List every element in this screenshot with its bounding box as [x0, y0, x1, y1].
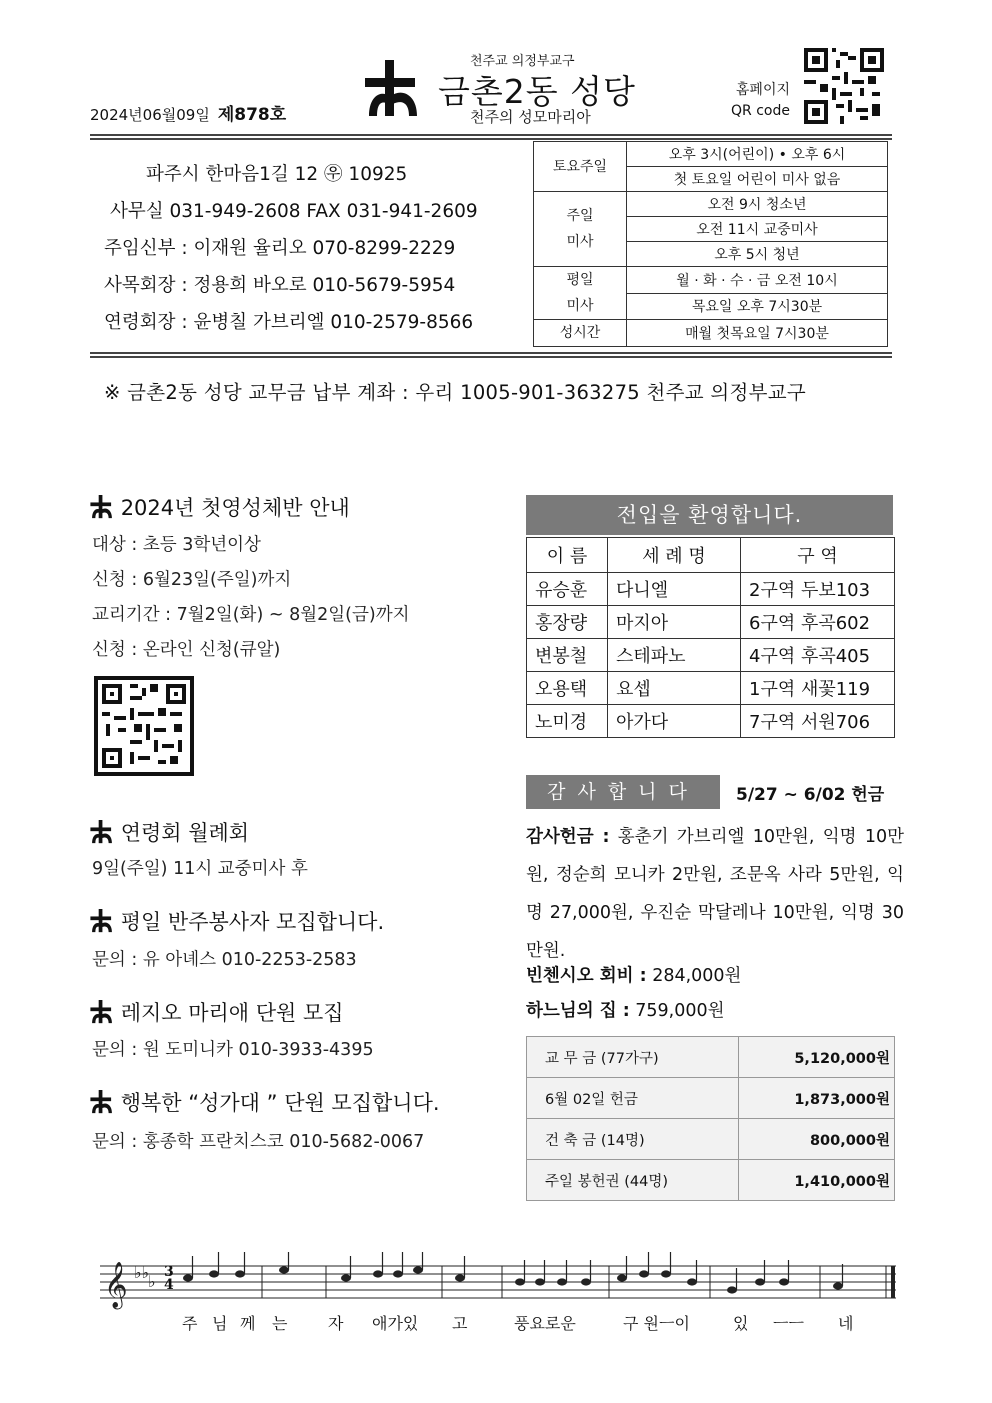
note-head: [515, 1278, 525, 1285]
note-head: [661, 1270, 671, 1277]
weekday-label-2: 미사: [566, 298, 594, 314]
note-head: [235, 1270, 245, 1277]
baptism-name: 마지아: [608, 606, 741, 639]
mass-schedule-table: [533, 141, 888, 347]
note-head: [727, 1286, 737, 1293]
note-head: [413, 1266, 423, 1273]
table-row: [527, 1160, 895, 1201]
note-head: [183, 1274, 193, 1281]
note-head: [535, 1278, 545, 1285]
col-name-header: 이 름: [527, 538, 608, 573]
district: 1구역 새꽃119: [741, 672, 895, 705]
finance-value: 800,000원: [739, 1119, 895, 1160]
issue-date: [90, 100, 286, 125]
table-row: [527, 1037, 895, 1078]
donation-text: 홍춘기 가브리엘 10만원, 익명 10만원, 정순희 모니카 2만원, 조문옥 사라 5만원, 익명 27,000원, 우진순 막달레나 10만원, 익명 30만원.: [526, 827, 904, 961]
cross-bullet-icon: [90, 1000, 114, 1024]
note-head: [373, 1270, 383, 1277]
holy-hour-label: 성시간: [534, 320, 627, 347]
saturday-label: 토요주일: [534, 142, 627, 192]
first-communion-target: 대상 : 초등 3학년이상: [92, 535, 261, 555]
welcome-header-row: [527, 538, 895, 573]
welcome-table: [526, 537, 895, 738]
note-head: [687, 1278, 697, 1285]
contact-divider: [90, 352, 892, 358]
parish-address: 파주시 한마음1길 12 ㉾ 10925: [146, 164, 408, 185]
table-row: [527, 1078, 895, 1119]
first-communion-title: 2024년 첫영성체반 안내: [120, 496, 350, 520]
first-communion-apply-date: 신청 : 6월23일(주일)까지: [92, 570, 292, 590]
note-head: [755, 1278, 765, 1285]
priest-contact: 주임신부 : 이재원 율리오 070-8299-2229: [104, 238, 456, 259]
first-communion-catechism: 교리기간 : 7월2일(화) ~ 8월2일(금)까지: [92, 605, 410, 625]
lyric-syllable: 자: [328, 1314, 344, 1333]
lyric-syllable: 네: [838, 1314, 854, 1333]
col-baptism-header: 세 례 명: [608, 538, 741, 573]
thanks-heading: 감사합니다: [526, 775, 720, 809]
vincent-dues: [526, 962, 741, 987]
pastoral-president-contact: 사목회장 : 정용희 바오로 010-5679-5954: [104, 275, 456, 296]
member-name: 노미경: [527, 705, 608, 738]
saturday-time-1: 오후 3시(어린이) • 오후 6시: [627, 142, 888, 167]
finance-label: 교 무 금 (77가구): [527, 1037, 739, 1078]
district: 7구역 서원706: [741, 705, 895, 738]
table-row: [527, 606, 895, 639]
first-communion-qr-code[interactable]: [94, 676, 194, 780]
member-name: 오용택: [527, 672, 608, 705]
hymn-time-signature: 3 4: [164, 1264, 174, 1293]
weekday-time-2: 목요일 오후 7시30분: [627, 293, 888, 320]
homepage-qr-label: [728, 80, 790, 122]
saturday-time-2: 첫 토요일 어린이 미사 없음: [627, 167, 888, 192]
svg-text:♭♭: ♭♭: [134, 1263, 150, 1282]
note-head: [581, 1278, 591, 1285]
svg-text:♭: ♭: [148, 1272, 156, 1291]
sunday-label-2: 미사: [566, 234, 594, 250]
note-head: [833, 1282, 843, 1289]
thanks-period: 5/27 ~ 6/02 헌금: [736, 785, 885, 805]
lyric-syllable: 님: [212, 1314, 228, 1333]
table-row: [527, 639, 895, 672]
house-value: 759,000원: [629, 1001, 725, 1021]
accompanist-title-row: [90, 906, 384, 936]
cross-bullet-icon: [90, 820, 114, 844]
hymn-staff: [96, 1252, 906, 1314]
elder-meeting-title-row: [90, 817, 249, 847]
baptism-name: 요셉: [608, 672, 741, 705]
lyric-syllable: 구 원ㅡ이: [623, 1314, 690, 1333]
table-row: [527, 672, 895, 705]
finance-label: 건 축 금 (14명): [527, 1119, 739, 1160]
holy-hour-time: 매월 첫목요일 7시30분: [627, 320, 888, 347]
finance-label: 주일 봉헌권 (44명): [527, 1160, 739, 1201]
welcome-heading: 전입을 환영합니다.: [526, 495, 893, 535]
sunday-time-3: 오후 5시 청년: [627, 242, 888, 267]
table-row: [527, 705, 895, 738]
accompanist-contact: 문의 : 유 아녜스 010-2253-2583: [92, 950, 357, 970]
sunday-label: [534, 192, 627, 267]
parish-logo: [365, 60, 421, 122]
patron-saint: 천주의 성모마리아: [470, 108, 591, 126]
thanks-donations: [526, 818, 904, 970]
elder-president-contact: 연령회장 : 윤병칠 가브리엘 010-2579-8566: [104, 312, 474, 333]
header-divider: [90, 134, 892, 140]
member-name: 홍장량: [527, 606, 608, 639]
lyric-syllable: 있: [733, 1314, 749, 1333]
note-head: [779, 1278, 789, 1285]
vincent-value: 284,000원: [646, 966, 742, 986]
accompanist-title: 평일 반주봉사자 모집합니다.: [120, 910, 385, 934]
date-text: 2024년06월09일: [90, 106, 210, 124]
finance-value: 1,873,000원: [739, 1078, 895, 1119]
note-head: [639, 1270, 649, 1277]
vincent-label: 빈첸시오 회비 :: [526, 966, 647, 986]
sunday-time-1: 오전 9시 청소년: [627, 192, 888, 217]
note-head: [209, 1270, 219, 1277]
legio-contact: 문의 : 원 도미니카 010-3933-4395: [92, 1040, 374, 1060]
legio-title: 레지오 마리애 단원 모집: [120, 1001, 344, 1025]
note-head: [557, 1278, 567, 1285]
lyric-syllable: 고: [452, 1314, 468, 1333]
qr-label-line1: 홈페이지: [735, 82, 790, 98]
lyric-syllable: 풍요로운: [514, 1314, 576, 1333]
cross-bullet-icon: [90, 1090, 114, 1114]
lyric-syllable: 는: [272, 1314, 288, 1333]
district: 2구역 두보103: [741, 573, 895, 606]
note-head: [455, 1274, 465, 1281]
lyric-syllable: 주: [182, 1314, 198, 1333]
parish-name: 금촌2동 성당: [438, 72, 636, 111]
issue-number: 제878호: [217, 105, 287, 125]
member-name: 유승훈: [527, 573, 608, 606]
cross-bullet-icon: [90, 909, 114, 933]
lyric-syllable: ㅡㅡ: [773, 1314, 804, 1333]
weekday-label-1: 평일: [566, 272, 594, 288]
cross-bullet-icon: [90, 495, 114, 519]
office-phone: 사무실 031-949-2608 FAX 031-941-2609: [110, 201, 478, 222]
donation-label: 감사헌금 :: [526, 827, 610, 847]
finance-table: [526, 1036, 895, 1201]
bank-account-notice: ※ 금촌2동 성당 교무금 납부 계좌 : 우리 1005-901-363275 천주교 의정부교구: [104, 381, 807, 404]
legio-title-row: [90, 997, 344, 1027]
finance-value: 5,120,000원: [739, 1037, 895, 1078]
weekday-label: [534, 267, 627, 320]
member-name: 변봉철: [527, 639, 608, 672]
note-head: [617, 1274, 627, 1281]
first-communion-title-row: [90, 492, 350, 522]
note-head: [393, 1270, 403, 1277]
elder-meeting-title: 연령회 월례회: [120, 821, 250, 845]
elder-meeting-detail: 9일(주일) 11시 교중미사 후: [92, 859, 308, 879]
sunday-time-2: 오전 11시 교중미사: [627, 217, 888, 242]
house-label: 하느님의 집 :: [526, 1001, 630, 1021]
choir-title: 행복한 “성가대 ” 단원 모집합니다.: [120, 1091, 440, 1115]
sunday-label-1: 주일: [566, 208, 594, 224]
homepage-qr-code[interactable]: [804, 48, 884, 128]
table-row: [527, 1119, 895, 1160]
note-head: [341, 1274, 351, 1281]
qr-label-line2: QR code: [731, 103, 790, 119]
district: 4구역 후곡405: [741, 639, 895, 672]
first-communion-apply-method: 신청 : 온라인 신청(큐알): [92, 640, 281, 660]
choir-title-row: [90, 1087, 440, 1117]
note-head: [279, 1266, 289, 1273]
district: 6구역 후곡602: [741, 606, 895, 639]
baptism-name: 스테파노: [608, 639, 741, 672]
finance-value: 1,410,000원: [739, 1160, 895, 1201]
lyric-syllable: 애가있: [372, 1314, 419, 1333]
svg-text:𝄞: 𝄞: [104, 1262, 128, 1308]
col-district-header: 구 역: [741, 538, 895, 573]
finance-label: 6월 02일 헌금: [527, 1078, 739, 1119]
diocese-name: 천주교 의정부교구: [470, 54, 575, 69]
baptism-name: 아가다: [608, 705, 741, 738]
table-row: [527, 573, 895, 606]
house-of-god: [526, 997, 725, 1022]
choir-contact: 문의 : 홍종학 프란치스코 010-5682-0067: [92, 1132, 425, 1152]
weekday-time-1: 월 · 화 · 수 · 금 오전 10시: [627, 267, 888, 294]
baptism-name: 다니엘: [608, 573, 741, 606]
lyric-syllable: 께: [240, 1314, 256, 1333]
